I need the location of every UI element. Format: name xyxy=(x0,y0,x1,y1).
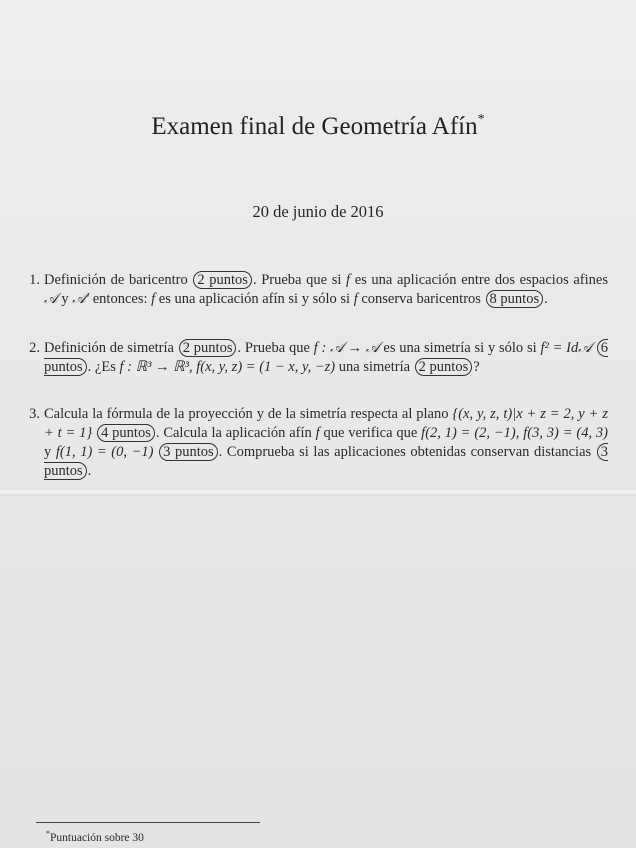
math-expression: f xyxy=(151,291,156,307)
text-run: Definición de baricentro xyxy=(44,272,193,288)
math-expression: f(2, 1) = (2, −1), f(3, 3) = (4, 3) xyxy=(421,425,608,441)
math-expression: f : 𝒜 → 𝒜 xyxy=(313,340,380,356)
problem-number: 2. xyxy=(29,340,40,356)
points-annotation: 8 puntos xyxy=(486,290,544,308)
problem-text xyxy=(44,271,608,309)
text-run: es una simetría si y sólo si xyxy=(379,340,541,356)
text-run xyxy=(92,425,96,441)
math-expression: f(1, 1) = (0, −1) xyxy=(55,444,154,460)
problem-number: 1. xyxy=(29,272,40,288)
text-run: . ¿Es xyxy=(87,359,120,375)
points-annotation: 2 puntos xyxy=(415,358,473,376)
text-run: conserva baricentros xyxy=(357,291,485,307)
math-expression: {(x, y, z, t)|x + z = 2, y + z + t = 1} xyxy=(44,406,608,441)
text-run: . Prueba que xyxy=(237,340,314,356)
footnote-text: Puntuación sobre 30 xyxy=(50,831,144,844)
exam-date: 20 de junio de 2016 xyxy=(252,202,384,221)
problem-number: 3. xyxy=(29,406,40,422)
text-run: entonces: xyxy=(89,291,152,307)
math-expression: 𝒜′ xyxy=(72,291,90,307)
text-run: . Prueba que si xyxy=(252,272,347,288)
problem-1 xyxy=(18,271,608,309)
text-run: ? xyxy=(473,359,480,375)
footnote xyxy=(46,829,144,844)
points-annotation: 3 puntos xyxy=(44,444,609,479)
text-run: y xyxy=(57,291,73,307)
math-expression: f xyxy=(353,291,358,307)
points-annotation: 3 puntos xyxy=(159,443,218,461)
text-run: . Comprueba si las aplicaciones obtenidas conservan distancias xyxy=(218,444,596,460)
exam-title xyxy=(0,113,636,141)
points-annotation: 4 puntos xyxy=(97,424,155,442)
points-annotation: 2 puntos xyxy=(193,271,252,289)
paper-fold xyxy=(0,488,636,496)
math-expression: 𝒜 xyxy=(44,291,58,307)
text-run: Definición de simetría xyxy=(44,340,178,356)
text-run xyxy=(153,444,158,460)
problem-3 xyxy=(18,405,608,481)
text-run: es una aplicación afín si y sólo si xyxy=(155,291,354,307)
footnote-marker: * xyxy=(46,829,50,838)
footnote-rule xyxy=(36,822,260,823)
text-run: y xyxy=(44,444,56,460)
text-run: . xyxy=(544,291,548,307)
title-text: Examen final de Geometría Afín xyxy=(151,113,478,140)
text-run: es una aplicación entre dos espacios afines xyxy=(350,272,608,288)
math-expression: f : ℝ³ → ℝ³, f(x, y, z) = (1 − x, y, −z) xyxy=(119,359,336,375)
problem-text xyxy=(44,339,608,377)
points-annotation: 2 puntos xyxy=(179,339,237,357)
problem-2 xyxy=(18,339,608,377)
math-expression: f² = Id𝒜 xyxy=(540,340,592,356)
math-expression: f xyxy=(346,272,351,288)
points-annotation: 6 puntos xyxy=(44,340,609,375)
math-expression: f xyxy=(315,425,320,441)
text-run: Calcula la fórmula de la proyección y de la simetría respecta al plano xyxy=(44,406,453,422)
problem-text xyxy=(44,405,608,481)
text-run: que verifica que xyxy=(319,425,422,441)
text-run: . Calcula la aplicación afín xyxy=(155,425,316,441)
text-run xyxy=(592,340,596,356)
text-run: . xyxy=(87,463,92,479)
title-footnote-marker: * xyxy=(477,111,485,127)
text-run: una simetría xyxy=(335,359,414,375)
